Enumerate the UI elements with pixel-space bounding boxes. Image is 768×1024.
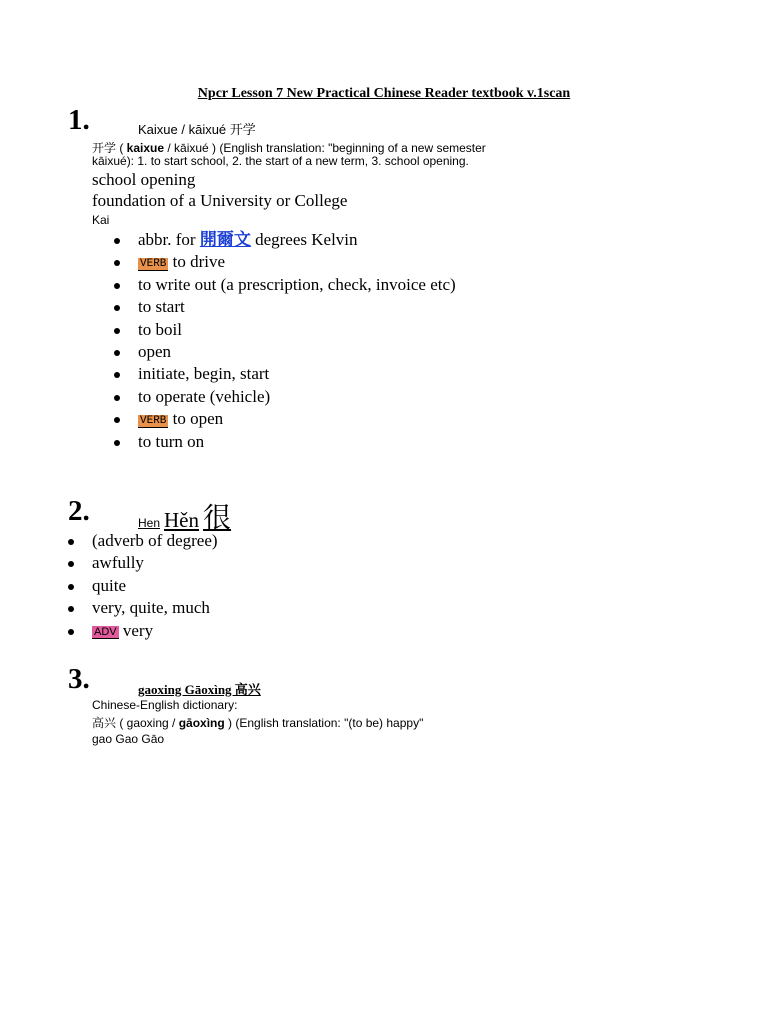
bullet-icon [114, 372, 120, 378]
bullet-icon [114, 328, 120, 334]
bullet-icon [114, 238, 120, 244]
bullet-icon [68, 629, 74, 635]
bullet-icon [68, 606, 74, 612]
bullet-icon [114, 283, 120, 289]
hen-hanzi: 很 [203, 503, 232, 534]
bullet-icon [114, 260, 120, 266]
list-item: to start [138, 296, 456, 318]
section-1-bullet-list [138, 229, 456, 453]
translation-prefix: 开学 ( [92, 141, 127, 155]
bullet-icon [114, 417, 120, 423]
list-item: VERB to drive [138, 251, 456, 273]
list-item: ADV very [92, 620, 218, 642]
bullet-icon [114, 305, 120, 311]
list-item: to turn on [138, 431, 456, 453]
list-item: very, quite, much [92, 597, 218, 619]
section-2-bullet-list [92, 530, 218, 642]
section-2-number: 2. [68, 495, 90, 527]
section-1-translation-line-2: kāixué): 1. to start school, 2. the start of a new term, 3. school opening. [92, 154, 469, 168]
section-3-last-line: gao Gao Gāo [92, 732, 165, 746]
kelvin-link[interactable]: 開爾文 [199, 230, 251, 249]
verb-tag: VERB [140, 415, 167, 428]
list-item: to boil [138, 319, 456, 341]
section-1-heading: Kaixue / kāixué 开学 [138, 122, 256, 137]
list-item: awfully [92, 552, 218, 574]
document-title: Npcr Lesson 7 New Practical Chinese Reader textbook v.1scan [197, 86, 571, 101]
list-item: (adverb of degree) [92, 530, 218, 552]
bullet-icon [114, 395, 120, 401]
section-1-definition-2: foundation of a University or College [92, 191, 348, 210]
bullet-icon [114, 350, 120, 356]
list-item: to write out (a prescription, check, invoice etc) [138, 274, 456, 296]
section-3-dictionary-label: Chinese-English dictionary: [92, 698, 238, 712]
bullet-icon [114, 440, 120, 446]
adv-tag: ADV [94, 625, 117, 638]
section-3-heading: gaoxing Gāoxìng 高兴 [138, 682, 261, 697]
list-item: VERB to open [138, 408, 456, 430]
translation-bold-pinyin: kaixue [126, 141, 165, 155]
verb-tag: VERB [140, 258, 167, 271]
section-3-number: 3. [68, 663, 90, 695]
section-1-number: 1. [68, 104, 90, 136]
translation-bold-pinyin: gāoxìng [178, 716, 225, 730]
section-1-definition-1: school opening [92, 170, 196, 189]
list-item: to operate (vehicle) [138, 386, 456, 408]
section-3-translation-line: 高兴 ( gaoxing / gāoxìng ) (English translation: "(to be) happy" [92, 716, 424, 730]
section-1-kai-label: Kai [92, 213, 110, 227]
bullet-icon [68, 584, 74, 590]
hen-pinyin: Hěn [164, 508, 200, 532]
list-item: quite [92, 575, 218, 597]
list-item: open [138, 341, 456, 363]
hen-small-label: Hen [138, 516, 161, 530]
list-item: initiate, begin, start [138, 363, 456, 385]
bullet-icon [68, 561, 74, 567]
list-item: abbr. for 開爾文 degrees Kelvin [138, 229, 456, 251]
translation-rest: / kāixué ) (English translation: "beginning of a new semester [164, 141, 486, 155]
bullet-icon [68, 539, 74, 545]
